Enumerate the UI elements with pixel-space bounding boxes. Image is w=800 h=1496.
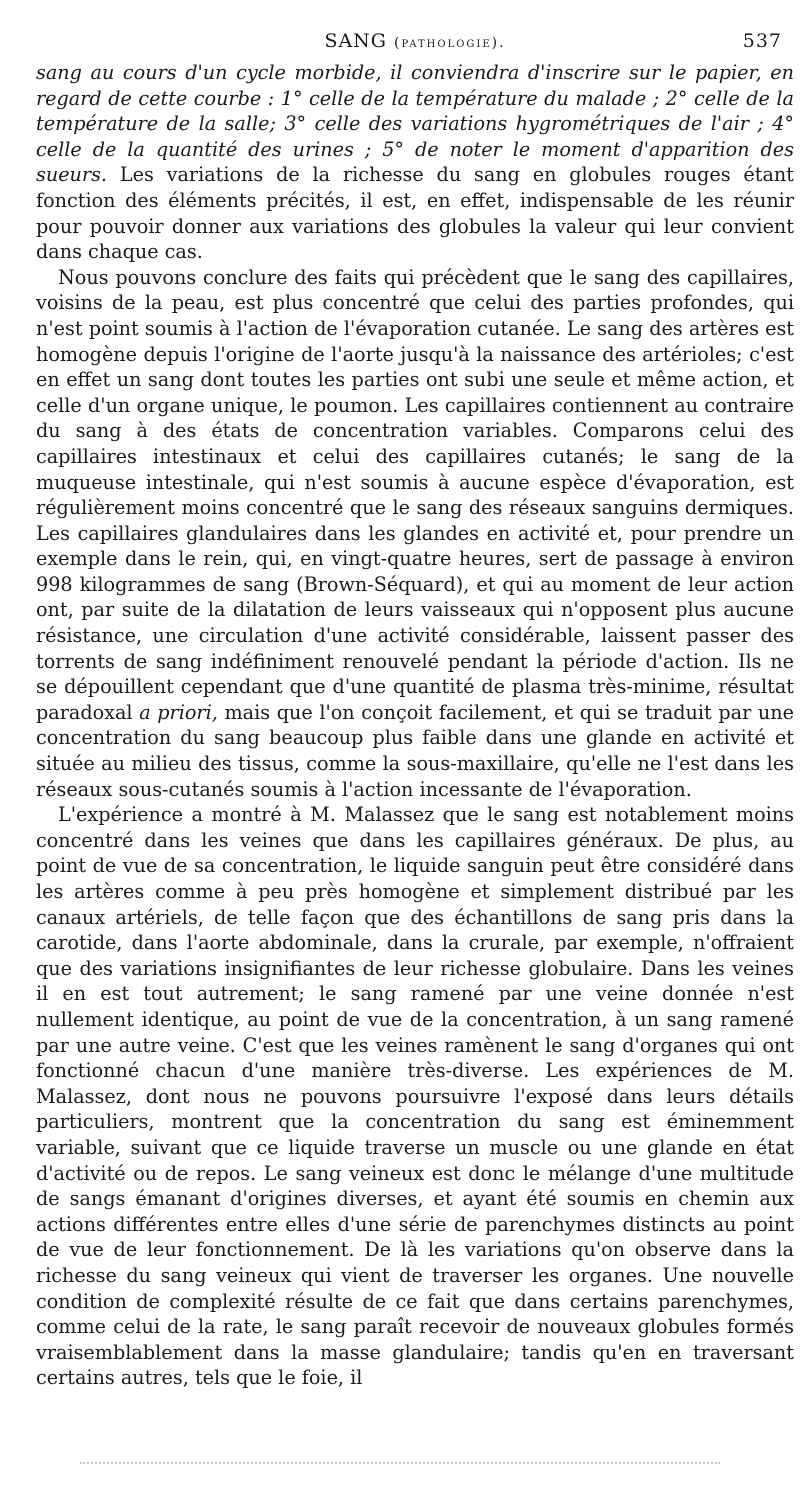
paragraph-1-text: Les variations de la richesse du sang en globules rouges étant fonction des éléments précités, il est, en effet, indispensable de les réunir pour pouvoir donner aux variations des globules la valeur qui leur convient dans chaque cas. (36, 163, 794, 264)
bleed-through-trace (80, 1462, 720, 1466)
running-title-subtitle: (pathologie). (394, 35, 506, 51)
running-title-main: SANG (324, 30, 387, 52)
running-title (36, 30, 794, 52)
paragraph-2 (36, 265, 794, 802)
paragraph-1 (36, 60, 794, 265)
page (36, 30, 794, 1391)
paragraph-3 (36, 802, 794, 1391)
body-text (36, 60, 794, 1391)
paragraph-2-text-after: mais que l'on conçoit facilement, et qui se traduit par une concentration du sang beaucoup plus faible dans une glande en activité et située au milieu des tissus, comme la sous-maxillaire, qu'elle ne l'est dans les réseaux sous-cutanés soumis à l'action incessante de l'évaporation. (36, 700, 794, 801)
paragraph-2-italic: a priori, (139, 700, 218, 724)
paragraph-1-italic: sang au cours d'un cycle morbide, il conviendra d'inscrire sur le papier, en regard de cette courbe : 1° celle de la température du malade ; 2° celle de la température de la salle; 3° celle des variations hygrométriques de l'air ; 4° celle de la quantité des urines ; 5° de noter le moment d'apparition des sueurs. (36, 61, 794, 187)
running-header (36, 30, 794, 60)
page-number: 537 (742, 30, 782, 52)
paragraph-2-text-before: Nous pouvons conclure des faits qui précèdent que le sang des capillaires, voisins de la peau, est plus concentré que celui des parties profondes, qui n'est point soumis à l'action de l'évaporation cutanée. Le sang des artères est homogène depuis l'origine de l'aorte jusqu'à la naissance des artérioles; c'est en effet un sang dont toutes les parties ont subi une seule et même action, et celle d'un organe unique, le poumon. Les capillaires contiennent au contraire du sang à des états de concentration variables. Comparons celui des capillaires intestinaux et celui des capillaires cutanés; le sang de la muqueuse intestinale, qui n'est soumis à aucune espèce d'évaporation, est régulièrement moins concentré que le sang des réseaux sanguins dermiques. Les capillaires glandulaires dans les glandes en activité et, pour prendre un exemple dans le rein, qui, en vingt-quatre heures, sert de passage à environ 998 kilogrammes de sang (Brown-Séquard), et qui au moment de leur action ont, par suite de la dilatation de leurs vaisseaux qui n'opposent plus aucune résistance, une circulation d'une activité considérable, laissent passer des torrents de sang indéfiniment renouvelé pendant la période d'action. Ils ne se dépouillent cependant que d'une quantité de plasma très-minime, résultat paradoxal (36, 265, 794, 724)
paragraph-3-text: L'expérience a montré à M. Malassez que le sang est notablement moins concentré dans les veines que dans les capillaires généraux. De plus, au point de vue de sa concentration, le liquide sanguin peut être considéré dans les artères comme à peu près homogène et simplement distribué par les canaux artériels, de telle façon que des échantillons de sang pris dans la carotide, dans l'aorte abdominale, dans la crurale, par exemple, n'offraient que des variations insignifiantes de leur richesse globulaire. Dans les veines il en est tout autrement; le sang ramené par une veine donnée n'est nullement identique, au point de vue de la concentration, à un sang ramené par une autre veine. C'est que les veines ramènent le sang d'organes qui ont fonctionné chacun d'une manière très-diverse. Les expériences de M. Malassez, dont nous ne pouvons poursuivre l'exposé dans leurs détails particuliers, montrent que la concentration du sang est éminemment variable, suivant que ce liquide traverse un muscle ou une glande en état d'activité ou de repos. Le sang veineux est donc le mélange d'une multitude de sangs émanant d'origines diverses, et ayant été soumis en chemin aux actions différentes entre elles d'une série de parenchymes distincts au point de vue de leur fonctionnement. De là les variations qu'on observe dans la richesse du sang veineux qui vient de traverser les organes. Une nouvelle condition de complexité résulte de ce fait que dans certains parenchymes, comme celui de la rate, le sang paraît recevoir de nouveaux globules formés vraisemblablement dans la masse glandulaire; tandis qu'en en traversant certains autres, tels que le foie, il (36, 803, 794, 1390)
